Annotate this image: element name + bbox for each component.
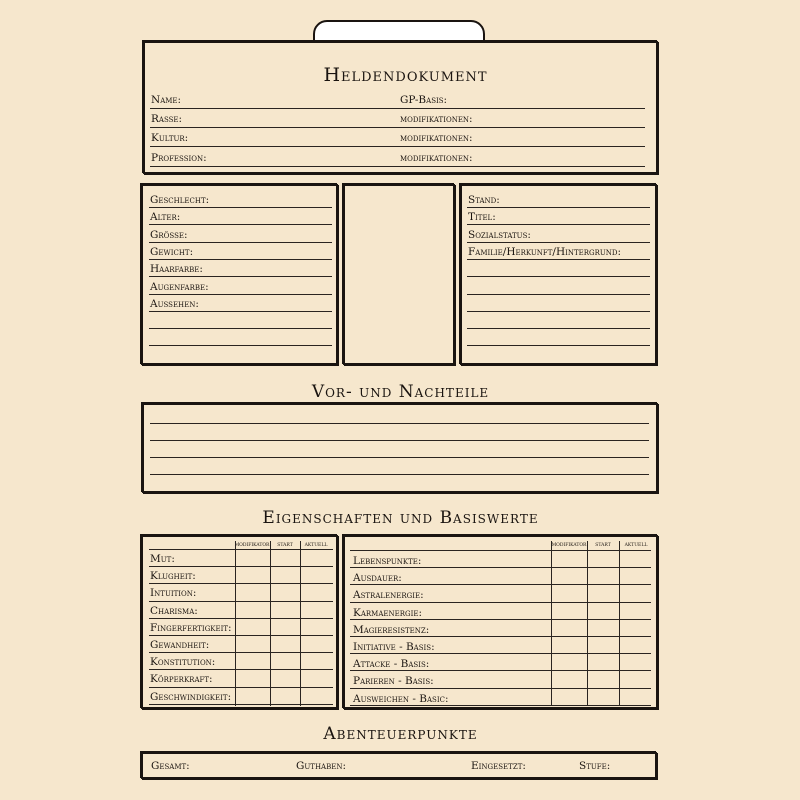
personal-field-line[interactable] [467,242,650,243]
attribute-label: Charisma: [150,604,198,617]
header-label: modifikationen: [400,113,473,125]
attribute-row-line[interactable] [350,619,651,620]
personal-field-line[interactable] [149,294,332,295]
personal-field-line[interactable] [149,224,332,225]
personal-label: Gewicht: [150,245,194,258]
attribute-label: Parieren - Basis: [353,675,434,688]
attribute-row-line[interactable] [149,687,333,688]
attribute-row-line[interactable] [350,602,651,603]
attribute-label: Astralenergie: [353,589,424,602]
advantages-section[interactable] [142,403,658,493]
adventure-label: Eingesetzt: [471,760,526,772]
attribute-row-line[interactable] [350,550,651,551]
advantages-line[interactable] [150,474,649,475]
attribute-label: Gewandheit: [150,639,210,651]
header-field-line[interactable] [150,166,645,167]
attribute-label: Ausdauer: [353,572,402,585]
advantages-title: Vor- und Nachteile [311,382,490,402]
attribute-row-line[interactable] [350,653,651,654]
column-header: START [277,543,293,548]
personal-label: Aussehen: [150,297,199,310]
table-divider [619,541,620,706]
attribute-label: Geschwindigkeit: [150,690,232,703]
personal-label: Grösse: [150,228,188,241]
attribute-row-line[interactable] [149,635,333,636]
header-label: modifikationen: [400,132,473,144]
personal-field-line[interactable] [149,259,332,260]
attribute-label: Fingerfertigkeit: [150,621,232,634]
attribute-label: Mut: [150,553,175,565]
attribute-row-line[interactable] [149,601,333,602]
advantages-line[interactable] [150,423,649,424]
personal-field-line[interactable] [467,345,650,346]
page-title: Heldendokument [323,64,488,86]
header-field-line[interactable] [150,127,645,128]
personal-label: Stand: [468,194,500,206]
adventure-title: Abenteuerpunkte [323,724,478,744]
personal-label: Haarfarbe: [150,263,203,276]
personal-field-line[interactable] [467,328,650,329]
column-header: AKTUELL [624,543,648,548]
header-label: Rasse: [151,113,183,125]
personal-label: Geschlecht: [150,194,210,206]
header-field-line[interactable] [150,146,645,147]
attribute-row-line[interactable] [350,688,651,689]
attribute-label: Magieresistenz: [353,623,430,636]
personal-field-line[interactable] [467,276,650,277]
attribute-label: Klugheit: [150,570,196,583]
advantages-line[interactable] [150,440,649,441]
adventure-label: Guthaben: [296,760,347,772]
header-label: GP-Basis: [400,94,448,106]
attribute-label: Karmaenergie: [353,606,423,619]
attribute-row-line[interactable] [149,566,333,567]
personal-field-line[interactable] [467,224,650,225]
personal-field-line[interactable] [149,242,332,243]
personal-label: Alter: [150,211,181,224]
attribute-label: Initiative - Basis: [353,641,435,653]
attributes-title: Eigenschaften und Basiswerte [262,508,539,528]
attribute-label: Ausweichen - Basic: [353,692,449,705]
attribute-row-line[interactable] [350,567,651,568]
attribute-row-line[interactable] [149,669,333,670]
personal-field-line[interactable] [149,345,332,346]
personal-label: Sozialstatus: [468,228,531,241]
attribute-label: Lebenspunkte: [353,555,422,567]
header-field-line[interactable] [150,108,645,109]
personal-field-line[interactable] [149,276,332,277]
attribute-label: Attacke - Basis: [353,658,430,671]
attribute-row-line[interactable] [149,704,333,705]
personal-field-line[interactable] [149,328,332,329]
attribute-row-line[interactable] [149,618,333,619]
column-header: AKTUELL [304,543,328,548]
column-header: MODIFIKATOR [234,543,270,548]
attribute-label: Körperkraft: [150,673,213,686]
personal-field-line[interactable] [467,259,650,260]
table-divider [587,541,588,706]
adventure-label: Stufe: [579,760,611,772]
column-header: MODIFIKATOR [551,543,587,548]
column-header: START [595,543,611,548]
personal-field-line[interactable] [467,311,650,312]
header-label: Kultur: [151,132,189,144]
portrait-frame[interactable] [343,184,455,365]
attribute-label: Intuition: [150,587,197,600]
attribute-row-line[interactable] [149,652,333,653]
personal-field-line[interactable] [467,207,650,208]
personal-field-line[interactable] [467,294,650,295]
attribute-row-line[interactable] [350,705,651,706]
attribute-row-line[interactable] [149,549,333,550]
attribute-label: Konstitution: [150,656,216,669]
adventure-label: Gesamt: [151,760,190,772]
attribute-row-line[interactable] [350,670,651,671]
personal-field-line[interactable] [149,311,332,312]
attribute-row-line[interactable] [149,583,333,584]
personal-label: Augenfarbe: [150,280,209,293]
attribute-row-line[interactable] [350,584,651,585]
personal-label: Titel: [468,211,496,224]
personal-field-line[interactable] [149,207,332,208]
header-label: Name: [151,94,182,106]
attribute-row-line[interactable] [350,636,651,637]
header-label: modifikationen: [400,152,473,164]
header-label: Profession: [151,152,207,164]
table-divider [551,541,552,706]
personal-label: Familie/Herkunft/Hintergrund: [468,245,622,258]
advantages-line[interactable] [150,457,649,458]
